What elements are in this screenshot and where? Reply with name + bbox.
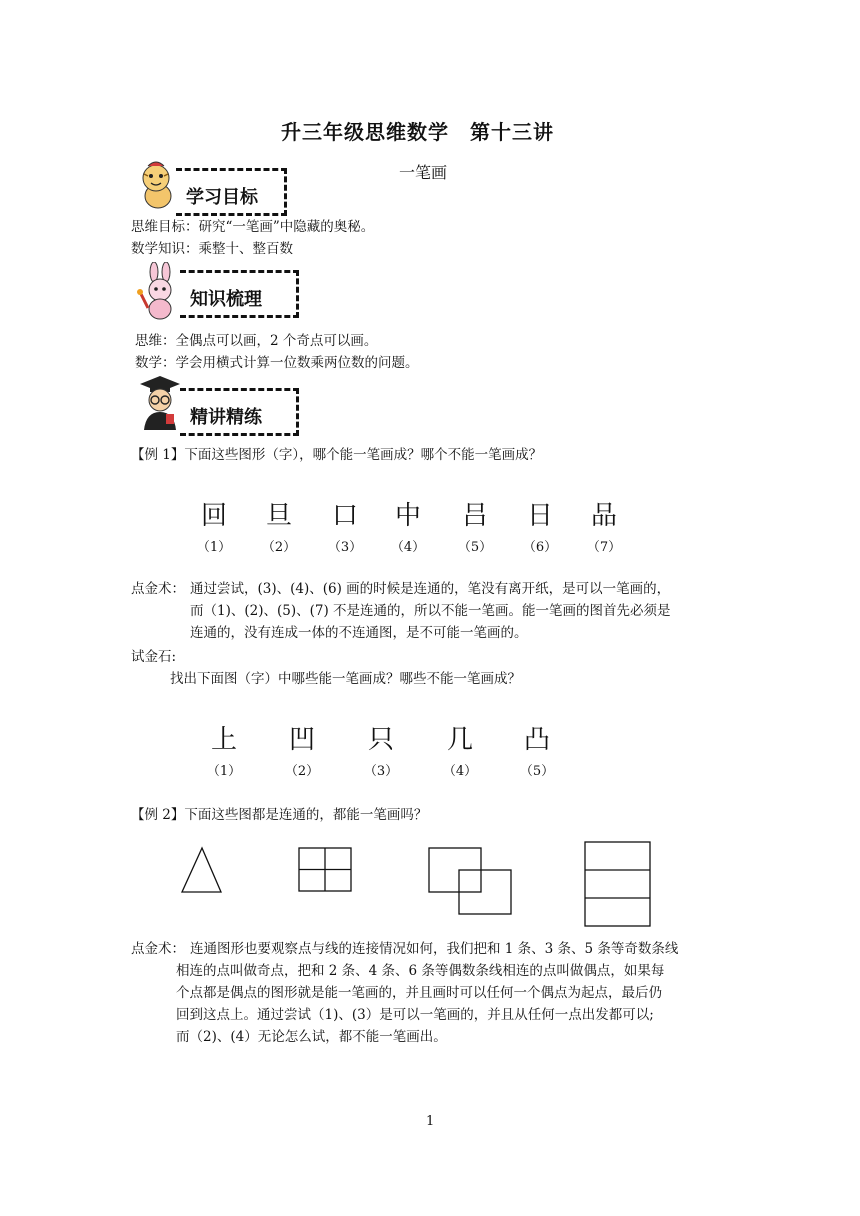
glyph-7: 品 [590, 501, 617, 531]
example2-figures [0, 830, 860, 934]
graduate-mascot-icon [136, 374, 182, 430]
lesson-subtitle: 一笔画 [399, 163, 448, 182]
example1-question: 【例 1】下面这些图形（字），哪个能一笔画成？哪个不能一笔画成？ [131, 447, 543, 463]
glyph-label-4: （4） [390, 540, 426, 555]
try-glyph-3: 只 [367, 725, 394, 755]
knowledge-math: 数学：学会用横式计算一位数乘两位数的问题。 [135, 355, 419, 371]
tiger-mascot-icon [134, 158, 182, 210]
math-knowledge: 数学知识：乘整十、整百数 [131, 241, 293, 257]
rabbit-mascot-icon [136, 262, 184, 320]
example2-tip-prefix: 点金术： [131, 941, 185, 957]
knowledge-review-label: 知识梳理 [180, 270, 299, 318]
glyph-3: 口 [331, 501, 358, 531]
try-glyph-label-3: （3） [363, 764, 399, 779]
glyph-label-7: （7） [586, 540, 622, 555]
try-glyph-4: 几 [446, 725, 473, 755]
stacked-rectangles-figure [585, 842, 650, 926]
glyph-1: 回 [200, 501, 227, 531]
example2-tip-line-4: 回到这点上。通过尝试（1)、(3）是可以一笔画的，并且从任何一点出发都可以; [176, 1007, 654, 1023]
page-title: 升三年级思维数学 第十三讲 [281, 120, 554, 144]
glyph-label-1: （1） [196, 540, 232, 555]
example1-tip-line-3: 连通的，没有连成一体的不连通图，是不可能一笔画的。 [190, 625, 528, 641]
try-glyph-label-2: （2） [284, 764, 320, 779]
glyph-4: 中 [394, 501, 421, 531]
triangle-figure [182, 848, 221, 892]
glyph-label-3: （3） [327, 540, 363, 555]
thinking-goal: 思维目标：研究“一笔画”中隐藏的奥秘。 [131, 219, 375, 235]
example2-tip-line-5: 而（2)、(4）无论怎么试，都不能一笔画出。 [176, 1029, 447, 1045]
try-glyph-5: 凸 [523, 725, 550, 755]
knowledge-thinking: 思维：全偶点可以画，2 个奇点可以画。 [135, 333, 378, 349]
try-label: 试金石: [131, 649, 177, 665]
glyph-6: 日 [526, 501, 553, 531]
page-number: 1 [426, 1114, 435, 1129]
example2-tip-line-3: 个点都是偶点的图形就是能一笔画的，并且画时可以任何一个偶点为起点，最后仍 [176, 985, 662, 1001]
example2-tip-line-1: 连通图形也要观察点与线的连接情况如何，我们把和 1 条、3 条、5 条等奇数条线 [190, 941, 679, 957]
example2-tip-line-2: 相连的点叫做奇点，把和 2 条、4 条、6 条等偶数条线相连的点叫做偶点，如果每 [176, 963, 665, 979]
try-question: 找出下面图（字）中哪些能一笔画成？哪些不能一笔画成？ [170, 671, 521, 687]
example1-tip-line-2: 而（1)、(2)、(5)、(7) 不是连通的，所以不能一笔画。能一笔画的图首先必须是 [190, 603, 671, 619]
try-glyph-label-4: （4） [442, 764, 478, 779]
try-glyph-label-1: （1） [206, 764, 242, 779]
glyph-5: 吕 [461, 501, 488, 531]
glyph-label-6: （6） [522, 540, 558, 555]
example1-tip-line-1: 通过尝试，(3)、(4)、(6) 画的时候是连通的，笔没有离开纸，是可以一笔画的， [190, 581, 671, 597]
practice-label: 精讲精练 [180, 388, 299, 436]
example2-question: 【例 2】下面这些图都是连通的，都能一笔画吗？ [131, 807, 428, 823]
glyph-label-5: （5） [457, 540, 493, 555]
overlap-squares-figure [429, 848, 511, 914]
glyph-label-2: （2） [261, 540, 297, 555]
learning-goals-label: 学习目标 [176, 168, 287, 216]
glyph-2: 旦 [265, 501, 292, 531]
try-glyph-label-5: （5） [519, 764, 555, 779]
try-glyph-2: 凹 [288, 725, 315, 755]
grid-figure [299, 848, 351, 891]
example1-tip-prefix: 点金术： [131, 581, 185, 597]
try-glyph-1: 上 [210, 725, 237, 755]
